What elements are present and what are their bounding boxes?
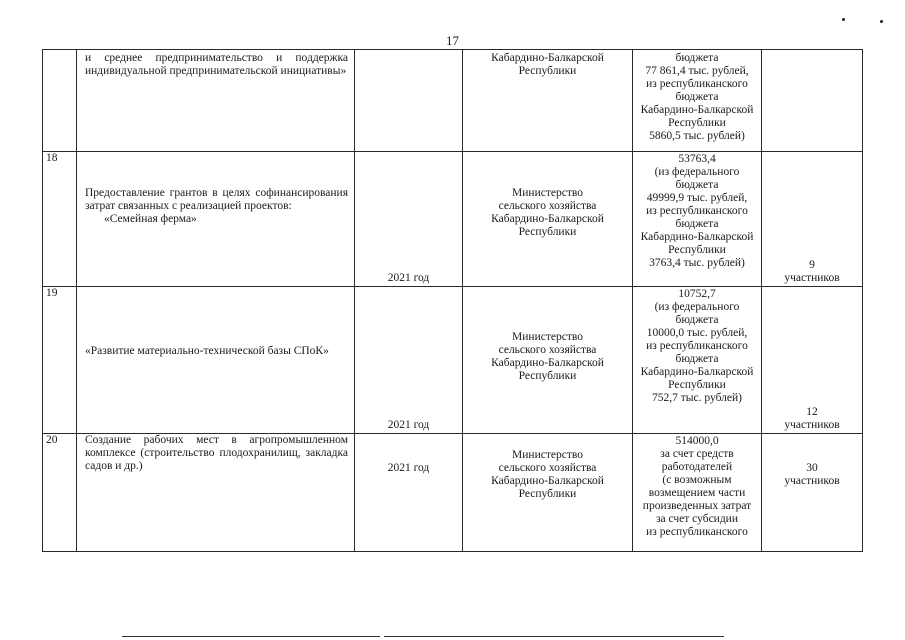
table-row (43, 287, 863, 434)
row-number: 18 (43, 152, 77, 287)
row-funding: 514000,0 за счет средств работодателей (с возможным возмещением части произведенных затрат за счет субсидии из республиканского (633, 434, 762, 552)
program-table (42, 49, 863, 552)
row-funding: 53763,4 (из федерального бюджета 49999,9 тыс. рублей, из республиканского бюджета Кабардино-Балкарской Республики 3763,4 тыс. рублей) (633, 152, 762, 287)
footer-rule (122, 636, 380, 637)
row-year: 2021 год (355, 287, 463, 434)
row-number: 19 (43, 287, 77, 434)
row-result (762, 50, 863, 152)
row-executor: Министерство сельского хозяйства Кабардино-Балкарской Республики (463, 287, 633, 434)
table-row (43, 152, 863, 287)
row-number: 20 (43, 434, 77, 552)
row-executor: Министерство сельского хозяйства Кабардино-Балкарской Республики (463, 152, 633, 287)
row-executor: Министерство сельского хозяйства Кабардино-Балкарской Республики (463, 434, 633, 552)
row-result: 12 участников (762, 287, 863, 434)
row-funding: бюджета 77 861,4 тыс. рублей, из республиканского бюджета Кабардино-Балкарской Республики 5860,5 тыс. рублей) (633, 50, 762, 152)
page-number: 17 (446, 33, 459, 48)
row-executor: Кабардино-Балкарской Республики (463, 50, 633, 152)
row-year: 2021 год (355, 434, 463, 552)
row-funding: 10752,7 (из федерального бюджета 10000,0 тыс. рублей, из республиканского бюджета Кабардино-Балкарской Республики 752,7 тыс. рублей) (633, 287, 762, 434)
row-description: и среднее предпринимательство и поддержка индивидуальной предпринимательской инициативы» (77, 50, 355, 152)
footer-rule (384, 636, 724, 637)
row-result: 30 участников (762, 434, 863, 552)
row-year: 2021 год (355, 152, 463, 287)
row-number (43, 50, 77, 152)
row-description: Предоставление грантов в целях софинансирования затрат связанных с реализацией проектов: «Семейная ферма» (77, 152, 355, 287)
row-description: «Развитие материально-технической базы СПоК» (77, 287, 355, 434)
table-row (43, 50, 863, 152)
scan-dot (842, 18, 845, 21)
row-year (355, 50, 463, 152)
row-result: 9 участников (762, 152, 863, 287)
scan-dot (880, 20, 883, 23)
table-row (43, 434, 863, 552)
row-description: Создание рабочих мест в агропромышленном комплексе (строительство плодохранилищ, закладка садов и др.) (77, 434, 355, 552)
